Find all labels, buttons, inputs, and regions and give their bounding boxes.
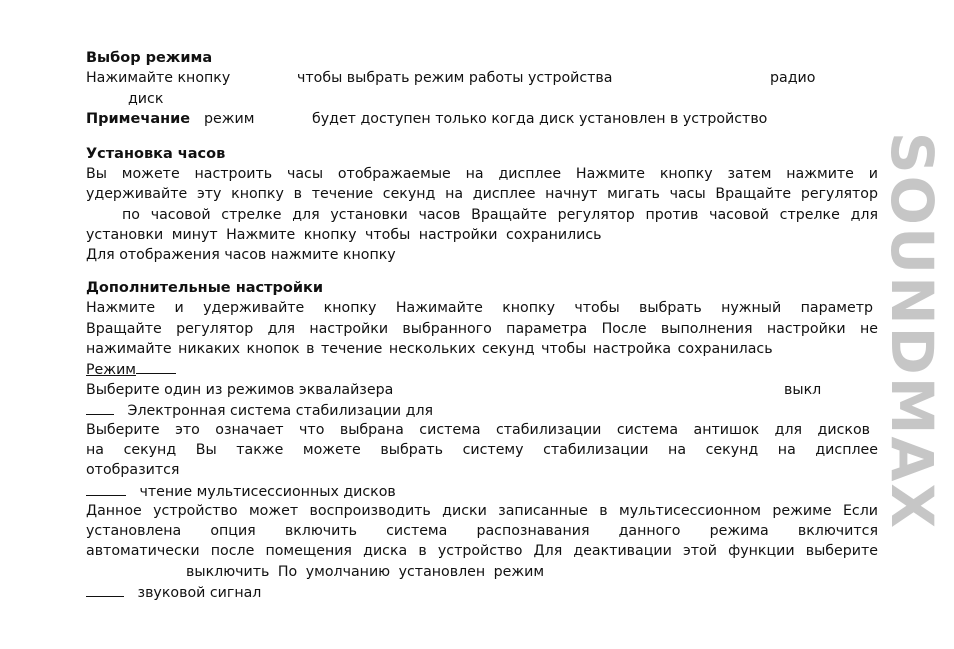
extra-line-3: нажимайте никаких кнопок в течение нескольких секунд чтобы настройка сохранилась: [86, 341, 773, 357]
esp-line-1: Выберите это означает что выбрана система стабилизации система антишок для дисков: [86, 422, 870, 438]
clock-line-5: Для отображения часов нажмите кнопку: [86, 247, 396, 263]
extra-line-2: Вращайте регулятор для настройки выбранного параметра После выполнения настройки не: [86, 321, 878, 337]
eq-text-a: Выберите один из режимов эквалайзера: [86, 382, 394, 398]
note-label: Примечание: [86, 111, 191, 127]
esp-line-3: отобразится: [86, 462, 180, 478]
multi-line-4: выключить По умолчанию установлен режим: [186, 564, 545, 580]
multi-title-row: [86, 481, 396, 502]
soundmax-logo: [878, 56, 946, 606]
multi-line-1: Данное устройство может воспроизводить диски записанные в мультисессионном режиме Если: [86, 503, 878, 519]
mode-text-a: Нажимайте кнопку: [86, 70, 231, 86]
clock-line-3: по часовой стрелке для установки часов Вращайте регулятор против часовой стрелке для: [122, 207, 878, 223]
mode-text-radio: радио: [770, 70, 816, 86]
extra-line-1: Нажмите и удерживайте кнопку Нажимайте кнопку чтобы выбрать нужный параметр: [86, 300, 873, 316]
eq-mode-label: [86, 359, 176, 380]
multi-blank: [86, 481, 126, 496]
eq-text-off: выкл: [784, 382, 822, 398]
beep-title: звуковой сигнал: [137, 585, 262, 601]
beep-blank: [86, 582, 124, 597]
mode-text-disc: диск: [128, 91, 164, 107]
beep-title-row: [86, 582, 261, 603]
esp-title-row: [86, 400, 433, 421]
clock-line-2: удерживайте эту кнопку в течение секунд на дисплее начнут мигать часы Вращайте регулятор: [86, 186, 878, 202]
esp-title: Электронная система стабилизации для: [127, 403, 434, 419]
multi-line-3: автоматически после помещения диска в устройство Для деактивации этой функции выберите: [86, 543, 878, 559]
clock-heading: Установка часов: [86, 146, 226, 162]
note-text-b: будет доступен только когда диск установлен в устройство: [312, 111, 768, 127]
soundmax-logo-text: SOUNDMAX: [878, 131, 946, 531]
esp-blank: [86, 400, 114, 415]
eq-mode-blank: [136, 359, 176, 374]
esp-line-2: на секунд Вы также можете выбрать систему стабилизации на секунд на дисплее: [86, 442, 878, 458]
mode-text-b: чтобы выбрать режим работы устройства: [297, 70, 613, 86]
multi-title: чтение мультисессионных дисков: [139, 484, 396, 500]
mode-heading: Выбор режима: [86, 50, 213, 66]
eq-mode-label-text: Режим: [86, 362, 136, 378]
multi-line-2: установлена опция включить система распознавания данного режима включится: [86, 523, 878, 539]
extra-heading: Дополнительные настройки: [86, 280, 323, 296]
clock-line-1: Вы можете настроить часы отображаемые на дисплее Нажмите кнопку затем нажмите и: [86, 166, 878, 182]
clock-line-4: установки минут Нажмите кнопку чтобы настройки сохранились: [86, 227, 602, 243]
note-text-a: режим: [204, 111, 255, 127]
